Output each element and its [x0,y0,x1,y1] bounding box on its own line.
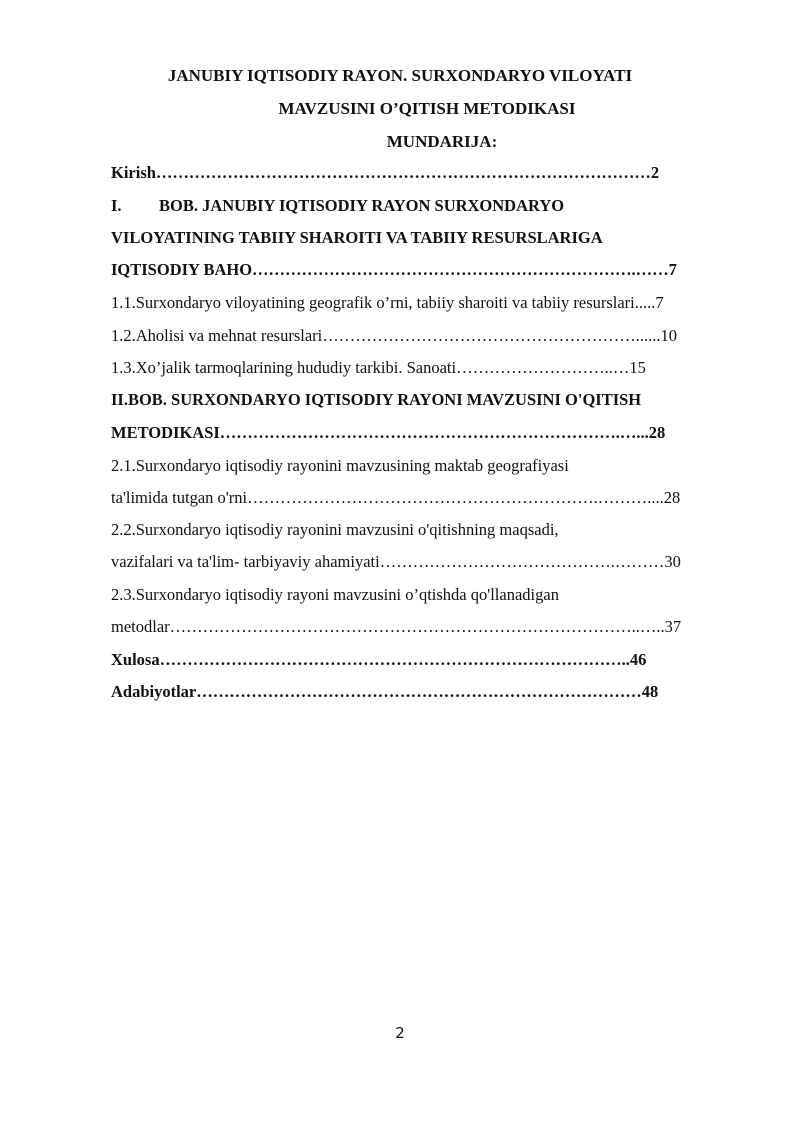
contents-heading: MUNDARIJA: [386,132,498,151]
toc-entry-1-2: 1.2.Aholisi va mehnat resurslari…………………………………………………......10 [111,326,677,345]
toc-entry-1-3: 1.3.Xo’jalik tarmoqlarining hududiy tarkibi. Sanoati………………………..…15 [111,358,646,377]
toc-chapter-2-line-2: METODIKASI……………………………………………………………….…...28 [111,423,666,442]
toc-entry-xulosa: Xulosa…………………………………………………………………………..46 [111,650,647,669]
toc-entry-2-2-line-1: 2.2.Surxondaryo iqtisodiy rayonini mavzusini o'qitishning maqsadi, [111,520,559,539]
toc-entry-adabiyotlar: Adabiyotlar………………………………………………………………………48 [111,682,659,701]
toc-entry-kirish: Kirish………………………………………………………………………………2 [111,163,660,182]
toc-entry-2-3-line-2: metodlar…………………………………………………………………………..…..37 [111,617,682,636]
title-line-1: JANUBIY IQTISODIY RAYON. SURXONDARYO VILOYATI [167,66,633,85]
title-line-2: MAVZUSINI O’QITISH METODIKASI [278,99,576,118]
toc-entry-2-1-line-1: 2.1.Surxondaryo iqtisodiy rayonini mavzusining maktab geografiyasi [111,456,569,475]
toc-entry-2-2-line-2: vazifalari va ta'lim- tarbiyaviy ahamiyati…………………………………….………30 [111,552,681,571]
toc-chapter-2-line-1: II.BOB. SURXONDARYO IQTISODIY RAYONI MAVZUSINI O'QITISH [111,390,642,409]
toc-entry-2-1-line-2: ta'limida tutgan o'rni……………………………………………………….………....28 [111,488,681,507]
page-number: 2 [395,1024,405,1042]
toc-entry-2-3-line-1: 2.3.Surxondaryo iqtisodiy rayoni mavzusini o’qtishda qo'llanadigan [111,585,559,604]
chapter-title: BOB. JANUBIY IQTISODIY RAYON SURXONDARYO [159,196,565,215]
toc-chapter-1-line-3: IQTISODIY BAHO…………………………………………………………….……7 [111,260,677,279]
chapter-number: I. [111,196,122,215]
toc-entry-1-1: 1.1.Surxondaryo viloyatining geografik o’rni, tabiiy sharoiti va tabiiy resurslari.....7 [111,293,664,312]
toc-chapter-1-line-2: VILOYATINING TABIIY SHAROITI VA TABIIY RESURSLARIGA [111,228,603,247]
toc-chapter-1-line-1 [111,196,741,216]
